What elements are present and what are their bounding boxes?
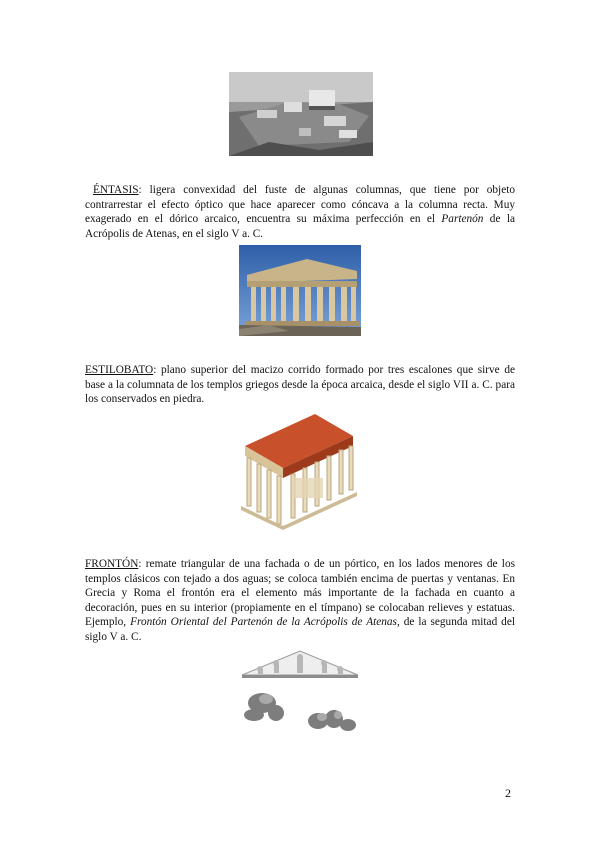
estilobato-definition: : plano superior del macizo corrido formado por tres escalones que sirve de base a la columnata de los templos griegos desde la época arcaica, desde el siglo VII a. C. para los conservados en piedra. — [85, 364, 515, 406]
parthenon-photo — [239, 245, 361, 336]
east-pediment-sculptures-drawing — [240, 645, 360, 737]
estilobato-term: ESTILOBATO — [85, 364, 154, 376]
estilobato-paragraph — [85, 363, 515, 407]
entasis-definition-start: : ligera convexidad del fuste de algunas columnas, que tiene por objeto contrarrestar el efecto óptico que hace aparecer como cóncava a la columna recta. Muy exagerado en el dórico arcaico, encuentra su máxima perfección en el — [85, 184, 515, 226]
entasis-definition-end: de la Acrópolis de Atenas, en el siglo V a. C. — [85, 213, 515, 240]
fronton-paragraph — [85, 557, 515, 645]
fronton-term: FRONTÓN — [85, 558, 139, 570]
acropolis-model-photo — [229, 72, 373, 156]
page-number: 2 — [505, 786, 511, 800]
fronton-definition-start: : remate triangular de una fachada o de un pórtico, en los lados menores de los templos clásicos con tejado a dos aguas; se coloca también encima de puertas y ventanas. En Grecia y Roma el frontón era el elemento más importante de la fachada en cuanto a decoración, pues en su interior (propiamente en el tímpano) se colocaban relieves y estatuas. Ejemplo, — [85, 558, 515, 629]
fronton-oriental-italic: Frontón Oriental del Partenón de la Acrópolis de Atenas — [130, 616, 397, 629]
partenon-italic: Partenón — [441, 213, 484, 226]
entasis-paragraph — [85, 183, 515, 241]
fronton-definition-end: , de la segunda mitad del siglo V a. C. — [85, 616, 515, 643]
entasis-term: ÉNTASIS — [93, 184, 139, 196]
temple-cutaway-illustration — [237, 406, 361, 530]
